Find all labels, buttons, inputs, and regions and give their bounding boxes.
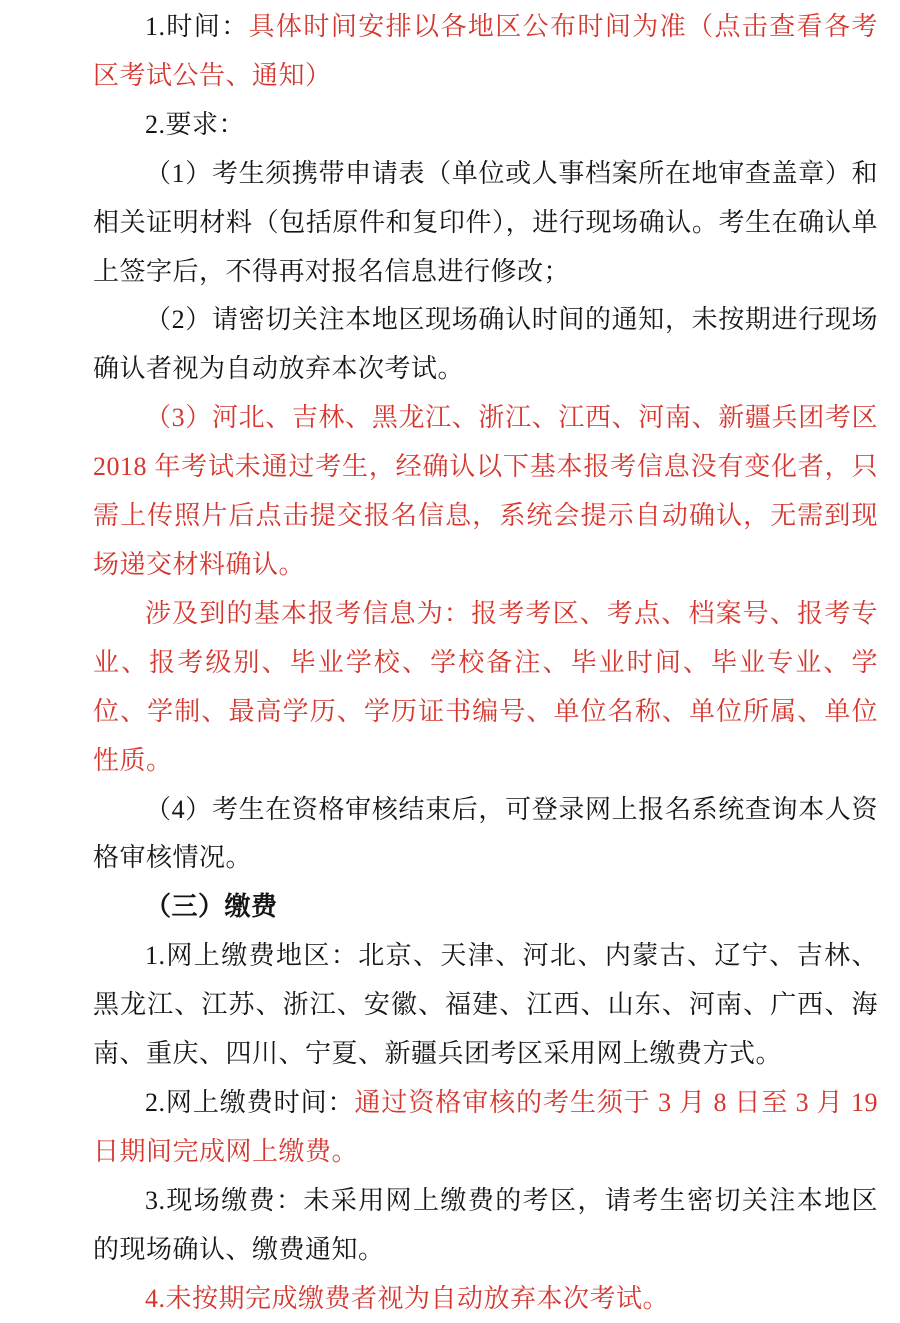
para-confirmation-time: [93, 3, 878, 101]
online-payment-deadline-text: 通过资格审核的考生须于 3 月 8 日至 3 月 19 日期间完成网上缴费。: [93, 1087, 878, 1166]
exam-area-notice-link[interactable]: 具体时间安排以各地区公布时间为准（点击查看各考区考试公告、通知）: [93, 12, 878, 90]
basic-info-list-text: 涉及到的基本报考信息为：报考考区、考点、档案号、报考专业、报考级别、毕业学校、学校备注、毕业时间、毕业专业、学位、学制、最高学历、学历证书编号、单位名称、单位所属、单位性质。: [93, 598, 878, 775]
payment-section-heading-text: （三）缴费: [145, 892, 278, 922]
requirement-4-text: （4）考生在资格审核结束后，可登录网上报名系统查询本人资格审核情况。: [93, 794, 878, 873]
heading-payment-section: [93, 883, 878, 932]
onsite-payment-text: 3.现场缴费：未采用网上缴费的考区，请考生密切关注本地区的现场确认、缴费通知。: [93, 1185, 878, 1264]
requirement-2-text: （2）请密切关注本地区现场确认时间的通知，未按期进行现场确认者视为自动放弃本次考试。: [93, 305, 878, 384]
para-requirement-1: [93, 150, 878, 297]
online-payment-time-label: 2.网上缴费时间：: [145, 1087, 355, 1117]
confirmation-time-label: 1.时间：: [145, 12, 249, 41]
para-onsite-payment: [93, 1177, 878, 1275]
para-requirement-3-auto-confirm: [93, 394, 878, 590]
payment-deadline-warning-text: 4.未按期完成缴费者视为自动放弃本次考试。: [145, 1283, 670, 1313]
online-payment-areas-text: 1.网上缴费地区：北京、天津、河北、内蒙古、辽宁、吉林、黑龙江、江苏、浙江、安徽、福建、江西、山东、河南、广西、海南、重庆、四川、宁夏、新疆兵团考区采用网上缴费方式。: [93, 941, 878, 1069]
requirement-1-text: （1）考生须携带申请表（单位或人事档案所在地审查盖章）和相关证明材料（包括原件和复印件），进行现场确认。考生在确认单上签字后，不得再对报名信息进行修改；: [93, 158, 878, 286]
para-basic-info-list: [93, 590, 878, 786]
requirements-heading-text: 2.要求：: [145, 109, 246, 139]
para-requirements-heading: [93, 101, 878, 150]
para-payment-deadline-warning: [93, 1275, 878, 1323]
para-requirement-2: [93, 296, 878, 394]
para-requirement-4: [93, 786, 878, 884]
para-online-payment-areas: [93, 932, 878, 1079]
requirement-3-text: （3）河北、吉林、黑龙江、浙江、江西、河南、新疆兵团考区 2018 年考试未通过考生，经确认以下基本报考信息没有变化者，只需上传照片后点击提交报名信息，系统会提示自动确认，无需到现场递交材料确认。: [93, 403, 878, 579]
para-online-payment-time: [93, 1079, 878, 1177]
